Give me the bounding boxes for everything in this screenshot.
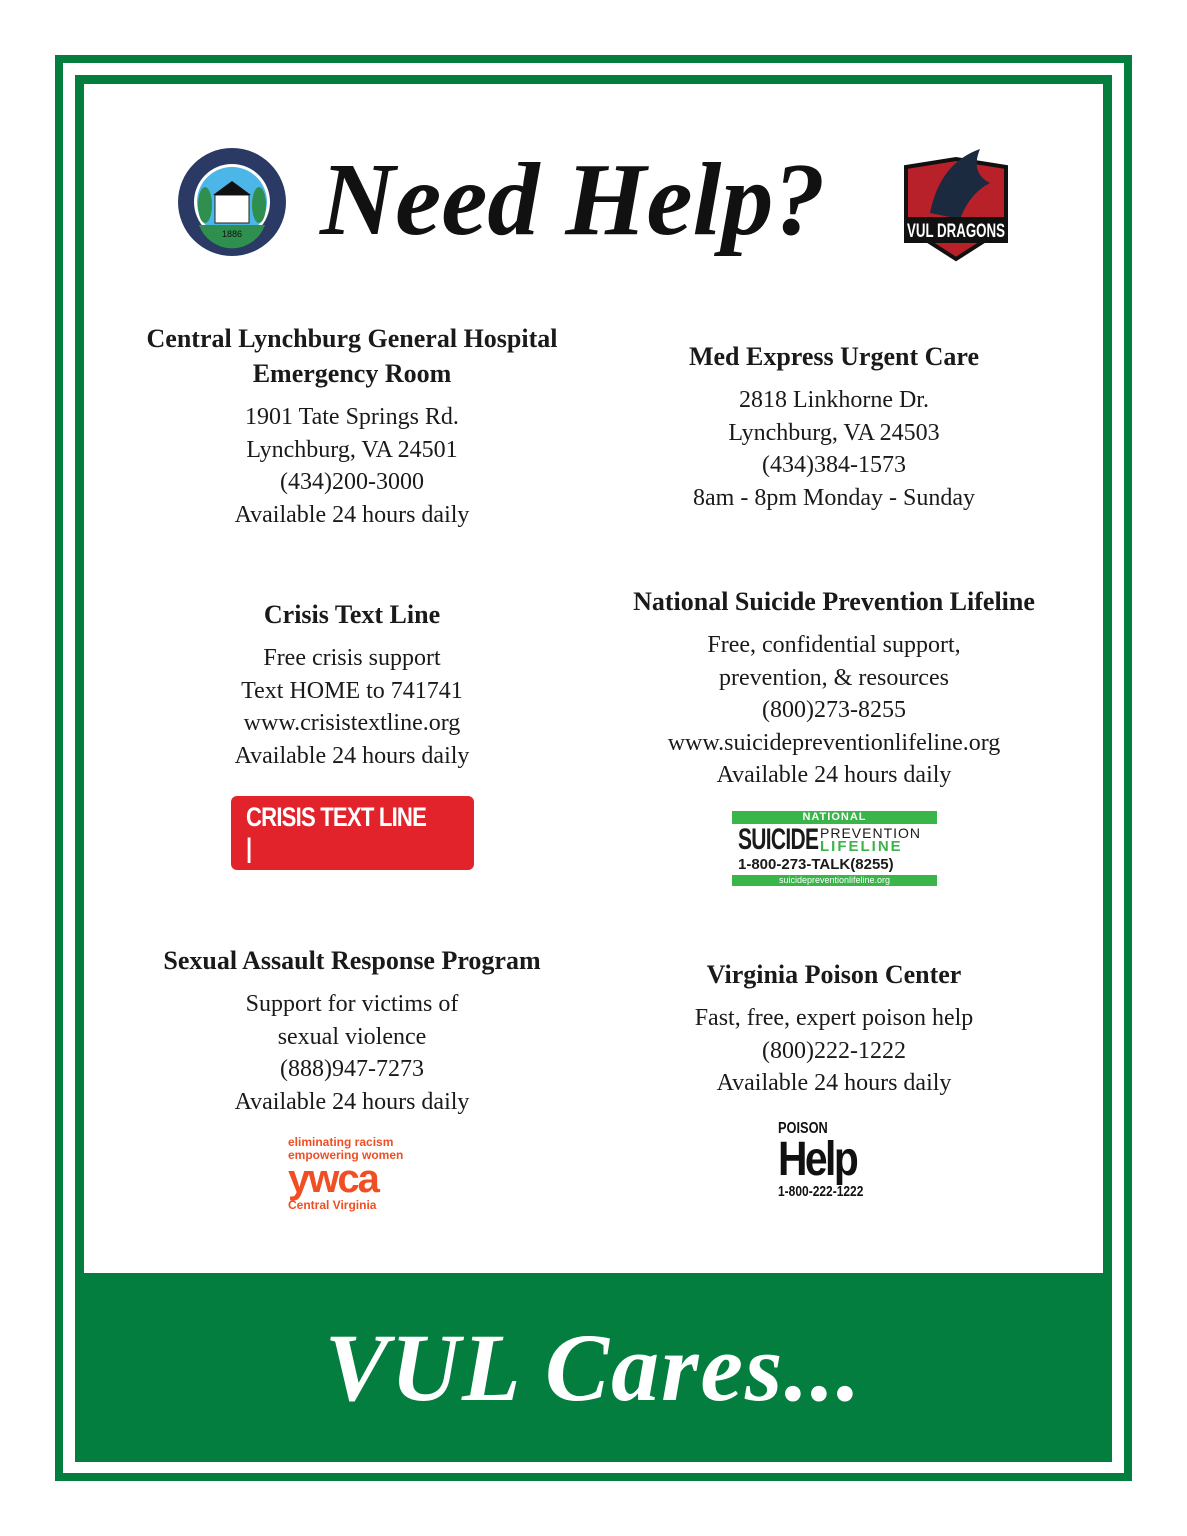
logo-text: empowering women <box>288 1148 404 1162</box>
logo-text: 1-800-273-TALK(8255) <box>738 856 894 873</box>
crisis-text-line-logo <box>231 796 474 870</box>
resource-name: Central Lynchburg General Hospital <box>146 324 558 353</box>
description: prevention, & resources <box>719 664 949 691</box>
phone[interactable]: (434)384-1573 <box>762 452 906 478</box>
logo-text: ywca <box>288 1157 378 1201</box>
logo-text: 1-800-222-1222 <box>778 1183 864 1200</box>
description: Free crisis support <box>263 645 441 671</box>
svg-text:1886: 1886 <box>221 229 243 239</box>
logo-text: NATIONAL <box>732 811 937 824</box>
phone[interactable]: (800)273-8255 <box>762 697 906 723</box>
resource-name: Sexual Assault Response Program <box>163 946 541 975</box>
resource-name: Emergency Room <box>252 359 452 388</box>
description: Support for victims of <box>245 991 459 1017</box>
resource-sexual-assault <box>112 943 592 1118</box>
logo-text: suicidepreventionlifeline.org <box>732 875 937 886</box>
poison-help-logo <box>778 1120 893 1202</box>
resource-suicide-lifeline <box>574 584 1094 792</box>
hours: Available 24 hours daily <box>234 1088 470 1115</box>
resource-name: Med Express Urgent Care <box>688 342 980 371</box>
logo-text: SUICIDE <box>738 823 819 856</box>
description: sexual violence <box>277 1023 427 1050</box>
svg-text:VUL DRAGONS: VUL DRAGONS <box>907 221 1005 242</box>
hours: Available 24 hours daily <box>716 762 952 788</box>
resource-poison-center <box>594 957 1074 1100</box>
description: Free, confidential support, <box>707 632 961 658</box>
resource-name: National Suicide Prevention Lifeline <box>633 587 1035 616</box>
resource-name: Crisis Text Line <box>263 600 441 629</box>
description: Fast, free, expert poison help <box>694 1005 974 1031</box>
hours: Available 24 hours daily <box>234 501 470 528</box>
logo-text: PREVENTION <box>820 825 922 841</box>
footer-band <box>75 1273 1112 1462</box>
phone[interactable]: (800)222-1222 <box>762 1037 906 1064</box>
resource-med-express <box>594 339 1074 514</box>
hours: 8am - 8pm Monday - Sunday <box>693 484 975 511</box>
logo-text: CRISIS TEXT LINE | <box>246 802 427 863</box>
page-title: Need Help? <box>320 142 826 257</box>
text-instruction: Text HOME to 741741 <box>241 677 463 704</box>
website-link[interactable]: www.suicidepreventionlifeline.org <box>667 729 1001 756</box>
phone[interactable]: (434)200-3000 <box>280 469 424 495</box>
vul-dragons-logo <box>900 143 1012 261</box>
resource-hospital <box>112 321 592 531</box>
resource-name: Virginia Poison Center <box>706 960 962 989</box>
resource-crisis-text-line <box>112 597 592 772</box>
city-line: Lynchburg, VA 24503 <box>728 419 940 446</box>
logo-text: Central Virginia <box>288 1198 377 1212</box>
address-line: 2818 Linkhorne Dr. <box>739 387 929 413</box>
university-seal-logo <box>177 147 287 257</box>
footer-slogan: VUL Cares... <box>324 1314 863 1421</box>
suicide-lifeline-logo <box>732 811 937 886</box>
city-line: Lynchburg, VA 24501 <box>246 436 458 463</box>
logo-text: LIFELINE <box>820 838 903 855</box>
hours: Available 24 hours daily <box>716 1070 952 1096</box>
hours: Available 24 hours daily <box>234 742 470 769</box>
address-line: 1901 Tate Springs Rd. <box>245 404 459 430</box>
logo-text: eliminating racism <box>288 1135 394 1149</box>
logo-text: Help <box>778 1133 857 1186</box>
website-link[interactable]: www.crisistextline.org <box>243 710 461 736</box>
ywca-logo <box>288 1136 428 1214</box>
logo-text: POISON <box>778 1120 828 1137</box>
phone[interactable]: (888)947-7273 <box>280 1056 424 1082</box>
